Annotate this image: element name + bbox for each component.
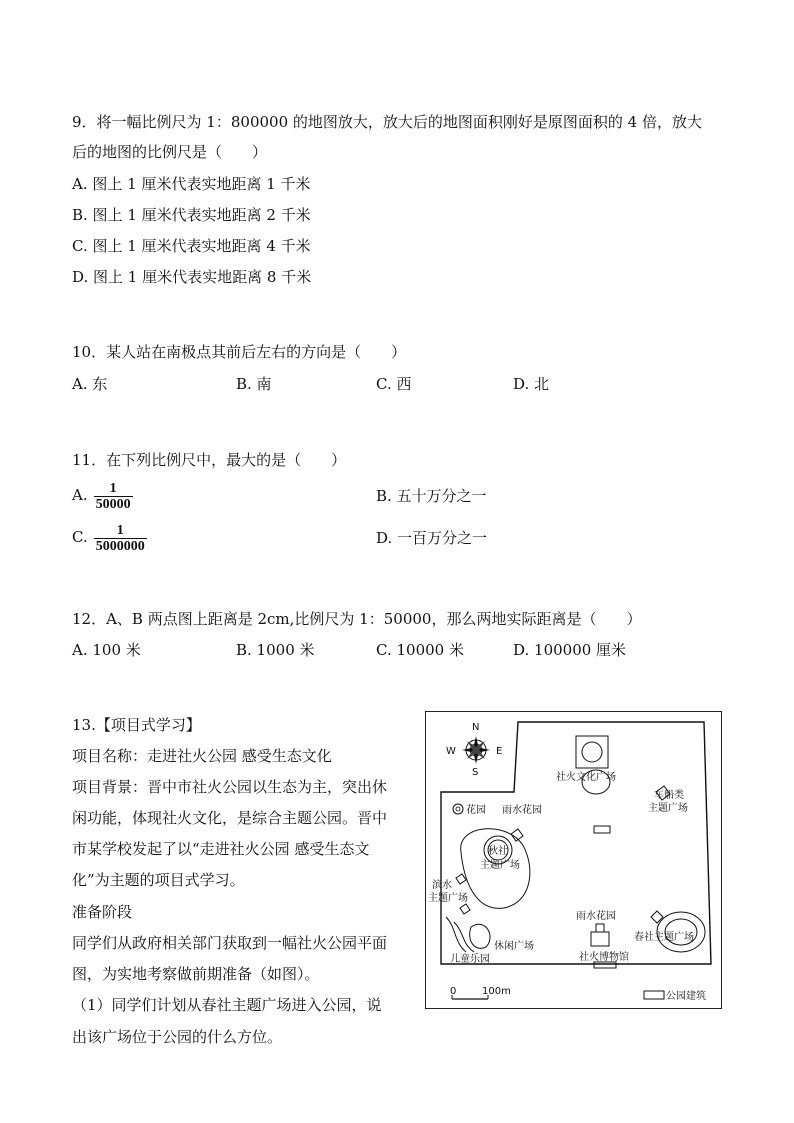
q12-stem: 12．A、B 两点图上距离是 2cm,比例尺为 1：50000，那么两地实际距离是（ ） — [72, 610, 642, 628]
q10-option-a: A. 东 — [72, 375, 108, 393]
culture-plaza-building — [576, 736, 608, 768]
park-map — [425, 711, 722, 1009]
compass-w: W — [446, 746, 456, 757]
culture-plaza-label: 社火文化广场 — [556, 772, 616, 783]
q13-background-line1: 项目背景：晋中市社火公园以生态为主，突出休 — [72, 778, 388, 796]
q13-title: 13.【项目式学习】 — [72, 716, 201, 734]
waterside-plaza-label-2: 主题广场 — [428, 893, 468, 904]
scale-text: 100m — [482, 986, 511, 997]
q11-option-c-fraction — [94, 523, 147, 554]
q12-option-a: A. 100 米 — [72, 641, 141, 659]
q11-option-c-label: C. — [72, 528, 88, 546]
autumn-plaza-label-1: 秋社 — [488, 846, 508, 857]
q13-stage-heading: 准备阶段 — [72, 903, 133, 921]
q13-background-line3: 市某学校发起了以“走进社火公园 感受生态文 — [72, 840, 370, 858]
museum-building — [591, 932, 609, 946]
rain-garden-bottom-label: 雨水花园 — [576, 911, 616, 922]
q12-option-c: C. 10000 米 — [376, 641, 464, 659]
q9-option-d: D. 图上 1 厘米代表实地距离 8 千米 — [72, 268, 312, 286]
compass-n: N — [472, 722, 480, 733]
legend-building-label: 公园建筑 — [666, 991, 706, 1002]
fraction-numerator: 1 — [116, 522, 124, 538]
q13-background-line4: 化”为主题的项目式学习。 — [72, 871, 245, 889]
leisure-plaza-label: 休闲广场 — [494, 941, 534, 952]
q11-option-a-label: A. — [72, 486, 88, 504]
compass-e: E — [496, 746, 503, 757]
q11-option-d: D. 一百万分之一 — [376, 529, 488, 547]
waterside-plaza-label-1: 滨水 — [432, 880, 452, 891]
legend-building-symbol — [644, 991, 664, 999]
q10-option-c: C. 西 — [376, 375, 412, 393]
museum-label: 社火博物馆 — [579, 952, 629, 963]
q13-stage-line1: 同学们从政府相关部门获取到一幅社火公园平面 — [72, 934, 388, 952]
park-map-svg — [426, 712, 721, 1008]
q11-stem: 11．在下列比例尺中，最大的是（ ） — [72, 451, 347, 469]
garden-label: 花园 — [466, 805, 486, 816]
fraction-denominator: 5000000 — [95, 538, 145, 554]
compass-icon — [462, 736, 490, 764]
rain-garden-top-label: 雨水花园 — [502, 805, 542, 816]
q10-option-d: D. 北 — [513, 375, 550, 393]
culture-plaza-circle — [582, 742, 602, 762]
garden-symbol — [453, 804, 463, 814]
kids-park-label: 儿童乐园 — [450, 954, 490, 965]
q13-subquestion-1-line2: 出该广场位于公园的什么方位。 — [72, 1028, 283, 1046]
fraction-denominator: 50000 — [95, 496, 131, 512]
museum-tower — [596, 924, 604, 932]
compass-s: S — [472, 767, 479, 778]
q12-option-b: B. 1000 米 — [236, 641, 315, 659]
q13-background-line2: 闲功能，体现社火文化，是综合主题公园。晋中 — [72, 809, 388, 827]
kids-park-area — [470, 924, 490, 948]
q13-stage-line2: 图，为实地考察做前期准备（如图）。 — [72, 965, 320, 983]
vehicle-plaza-label-1: 车船类 — [654, 790, 684, 801]
q10-option-b: B. 南 — [236, 375, 272, 393]
q13-project-name: 项目名称：走进社火公园 感受生态文化 — [72, 747, 332, 765]
q13-subquestion-1-line1: （1）同学们计划从春社主题广场进入公园，说 — [72, 996, 382, 1014]
q10-stem: 10．某人站在南极点其前后左右的方向是（ ） — [72, 343, 407, 361]
spring-plaza-label: 春社主题广场 — [634, 932, 694, 943]
q11-option-a-fraction — [94, 481, 133, 512]
scale-zero: 0 — [450, 986, 457, 997]
q9-stem-line2: 后的地图的比例尺是（ ） — [72, 143, 268, 161]
q11-option-a — [72, 478, 133, 512]
q9-option-a: A. 图上 1 厘米代表实地距离 1 千米 — [72, 175, 311, 193]
vehicle-plaza-label-2: 主题广场 — [648, 803, 688, 814]
fraction-numerator: 1 — [109, 480, 117, 496]
building-block — [594, 826, 610, 833]
q11-option-b: B. 五十万分之一 — [376, 487, 487, 505]
q12-option-d: D. 100000 厘米 — [513, 641, 627, 659]
q9-stem-line1: 9．将一幅比例尺为 1：800000 的地图放大，放大后的地图面积刚好是原图面积的 4 倍，放大 — [72, 113, 702, 131]
q9-option-b: B. 图上 1 厘米代表实地距离 2 千米 — [72, 206, 311, 224]
q9-option-c: C. 图上 1 厘米代表实地距离 4 千米 — [72, 237, 311, 255]
autumn-plaza-label-2: 主题广场 — [480, 860, 520, 871]
q11-option-c — [72, 520, 147, 554]
